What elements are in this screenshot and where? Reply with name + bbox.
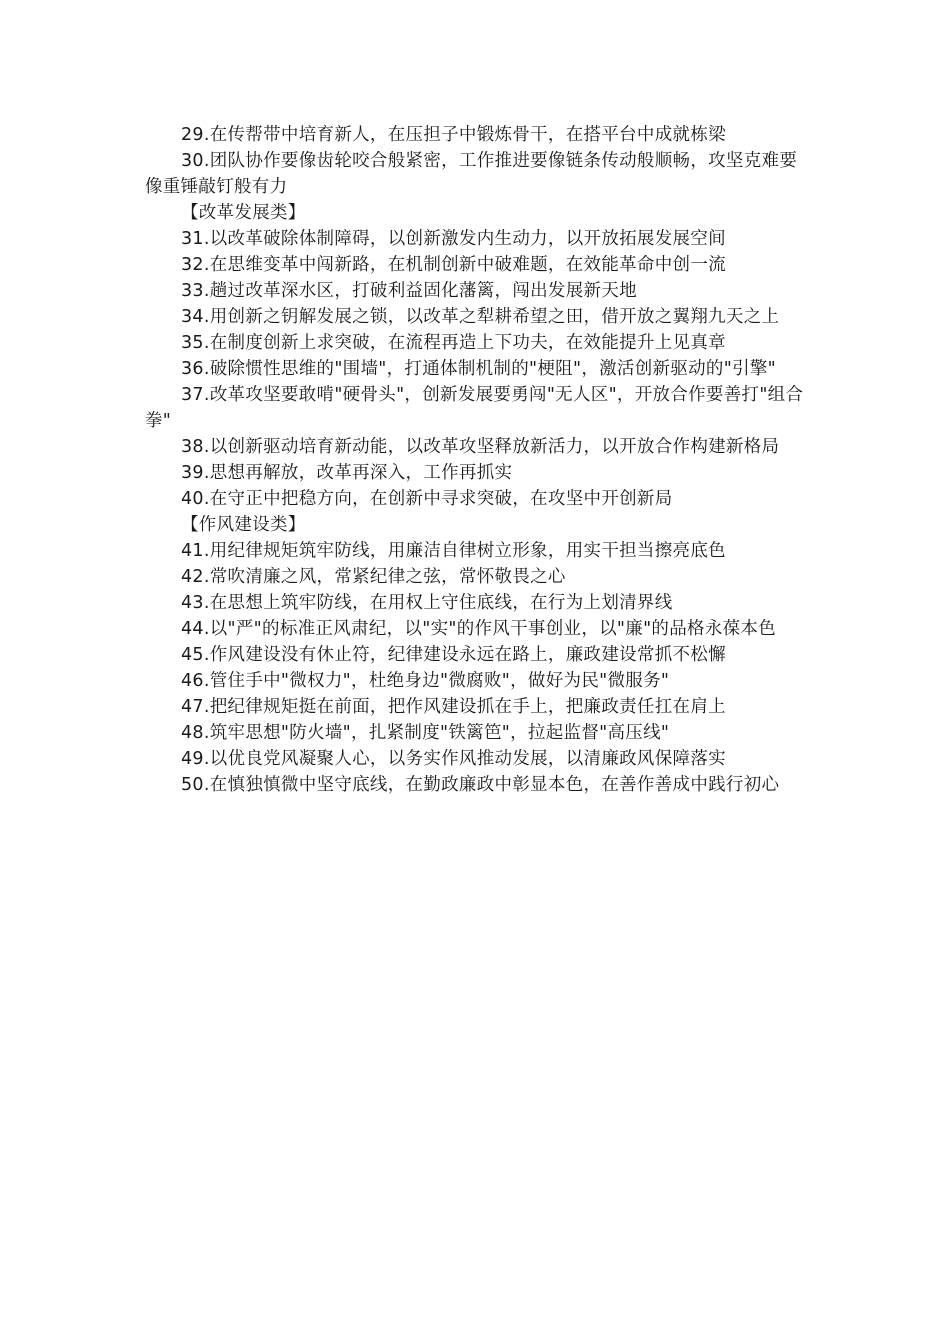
list-item: 36.破除惯性思维的"围墙"，打通体制机制的"梗阻"，激活创新驱动的"引擎" [181, 359, 777, 379]
list-item: 38.以创新驱动培育新动能，以改革攻坚释放新活力，以开放合作构建新格局 [181, 437, 780, 457]
list-item: 41.用纪律规矩筑牢防线，用廉洁自律树立形象，用实干担当擦亮底色 [181, 541, 726, 561]
list-item: 40.在守正中把稳方向，在创新中寻求突破，在攻坚中开创新局 [181, 489, 673, 509]
list-item: 42.常吹清廉之风，常紧纪律之弦，常怀敬畏之心 [181, 567, 566, 587]
list-item: 49.以优良党风凝聚人心，以务实作风推动发展，以清廉政风保障落实 [181, 749, 726, 769]
list-item: 31.以改革破除体制障碍，以创新激发内生动力，以开放拓展发展空间 [181, 229, 726, 249]
list-item: 45.作风建设没有休止符，纪律建设永远在路上，廉政建设常抓不松懈 [181, 645, 726, 665]
list-item: 35.在制度创新上求突破，在流程再造上下功夫，在效能提升上见真章 [181, 333, 726, 353]
list-item: 47.把纪律规矩挺在前面，把作风建设抓在手上，把廉政责任扛在肩上 [181, 697, 726, 717]
list-item: 48.筑牢思想"防火墙"，扎紧制度"铁篱笆"，拉起监督"高压线" [181, 723, 670, 743]
section-heading-reform: 【改革发展类】 [181, 203, 306, 223]
document-body [145, 122, 810, 798]
list-item: 46.管住手中"微权力"，杜绝身边"微腐败"，做好为民"微服务" [181, 671, 670, 691]
list-item: 29.在传帮带中培育新人，在压担子中锻炼骨干，在搭平台中成就栋梁 [181, 125, 726, 145]
list-item: 50.在慎独慎微中坚守底线，在勤政廉政中彰显本色，在善作善成中践行初心 [181, 775, 780, 795]
list-item: 30.团队协作要像齿轮咬合般紧密，工作推进要像链条传动般顺畅，攻坚克难要像重锤敲钉般有力 [145, 151, 798, 197]
list-item: 37.改革攻坚要敢啃"硬骨头"，创新发展要勇闯"无人区"，开放合作要善打"组合拳" [145, 385, 804, 431]
list-item: 32.在思维变革中闯新路，在机制创新中破难题，在效能革命中创一流 [181, 255, 726, 275]
list-item: 44.以"严"的标准正风肃纪，以"实"的作风干事创业，以"廉"的品格永葆本色 [181, 619, 777, 639]
section-heading-conduct: 【作风建设类】 [181, 515, 306, 535]
list-item: 33.趟过改革深水区，打破利益固化藩篱，闯出发展新天地 [181, 281, 637, 301]
list-item: 34.用创新之钥解发展之锁，以改革之犁耕希望之田，借开放之翼翔九天之上 [181, 307, 780, 327]
list-item: 43.在思想上筑牢防线，在用权上守住底线，在行为上划清界线 [181, 593, 673, 613]
list-item: 39.思想再解放，改革再深入，工作再抓实 [181, 463, 513, 483]
